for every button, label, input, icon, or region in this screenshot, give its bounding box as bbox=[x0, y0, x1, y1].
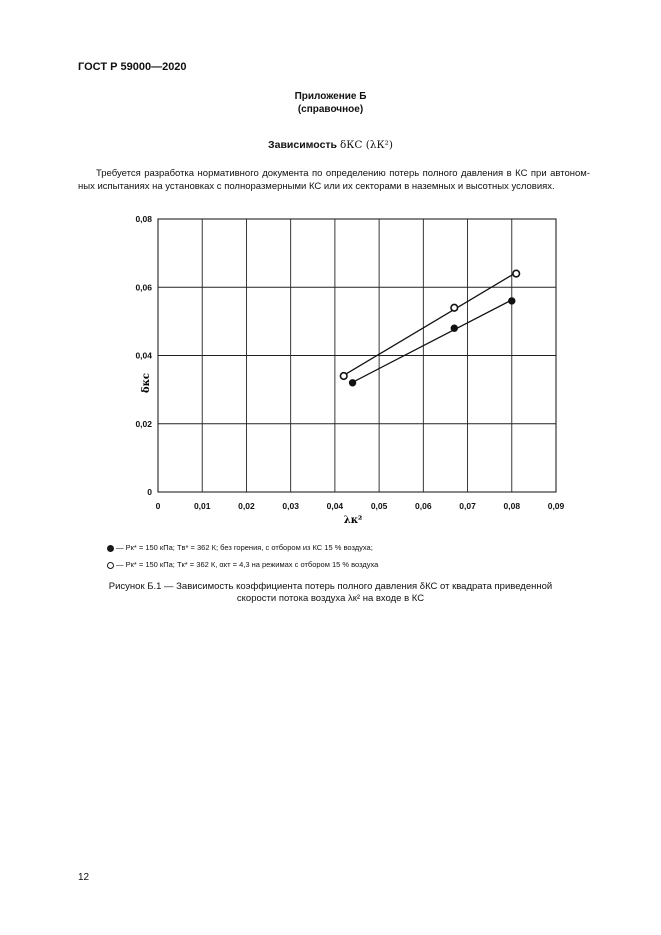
appendix-subtitle: (справочное) bbox=[297, 104, 364, 115]
section-title-prefix: Зависимость bbox=[268, 139, 338, 151]
page-number: 12 bbox=[78, 872, 90, 883]
filled-circle-marker-icon bbox=[107, 545, 114, 552]
x-tick-label: 0,09 bbox=[547, 501, 565, 511]
y-tick-label: 0,08 bbox=[135, 214, 152, 224]
appendix-title: Приложение Б bbox=[294, 91, 367, 102]
x-axis-label: λк² bbox=[343, 515, 363, 526]
x-tick-label: 0,03 bbox=[282, 501, 299, 511]
legend-text-filled: — Pк* = 150 кПа; Tв* = 362 К; без горения, с отбором из КС 15 % воздуха; bbox=[116, 543, 373, 552]
y-tick-label: 0,06 bbox=[135, 282, 152, 293]
series-filled-point bbox=[451, 325, 458, 332]
x-tick-label: 0,01 bbox=[193, 501, 211, 511]
x-tick-label: 0,04 bbox=[326, 501, 344, 511]
legend-text-open: — Pк* = 150 кПа; Tк* = 362 К, αкт = 4,3 на режимах с отбором 15 % воздуха bbox=[116, 560, 379, 569]
figure-caption-line-2: скорости потока воздуха λк² на входе в КС bbox=[236, 593, 425, 604]
y-tick-label: 0,04 bbox=[135, 350, 152, 361]
series-filled-point bbox=[349, 380, 356, 387]
x-tick-label: 0,08 bbox=[503, 501, 521, 511]
series-open-trend-line bbox=[344, 273, 516, 376]
section-title-formula: δКС (λК²) bbox=[339, 139, 393, 151]
chart-grid bbox=[158, 219, 556, 492]
x-tick-label: 0,02 bbox=[238, 501, 255, 511]
series-open-point bbox=[513, 270, 520, 277]
x-tick-label: 0,06 bbox=[415, 501, 432, 511]
y-axis-label: δкс bbox=[141, 373, 152, 393]
x-tick-label: 0,07 bbox=[459, 501, 476, 511]
legend-item-filled bbox=[107, 543, 373, 552]
series-open-point bbox=[340, 373, 347, 380]
series-open-point bbox=[451, 304, 458, 311]
intro-line-2: ных испытаниях на установках с полноразмерными КС или их секторами в наземных и высотных условиях. bbox=[78, 181, 555, 192]
legend-item-open bbox=[107, 560, 378, 569]
series-filled-point bbox=[508, 298, 515, 305]
y-tick-label: 0 bbox=[147, 487, 152, 497]
series-filled-trend-line bbox=[353, 300, 512, 382]
standard-code: ГОСТ Р 59000—2020 bbox=[78, 61, 187, 73]
chart-tick-labels bbox=[135, 214, 564, 511]
intro-line-1: Требуется разработка нормативного документа по определению потерь полного давления в КС при автоном- bbox=[96, 168, 590, 179]
x-tick-label: 0 bbox=[155, 501, 161, 511]
figure-caption-line-1: Рисунок Б.1 — Зависимость коэффициента потерь полного давления δКС от квадрата приведенной bbox=[108, 581, 553, 592]
open-circle-marker-icon bbox=[107, 562, 114, 569]
y-tick-label: 0,02 bbox=[135, 418, 152, 429]
x-tick-label: 0,05 bbox=[370, 501, 388, 511]
